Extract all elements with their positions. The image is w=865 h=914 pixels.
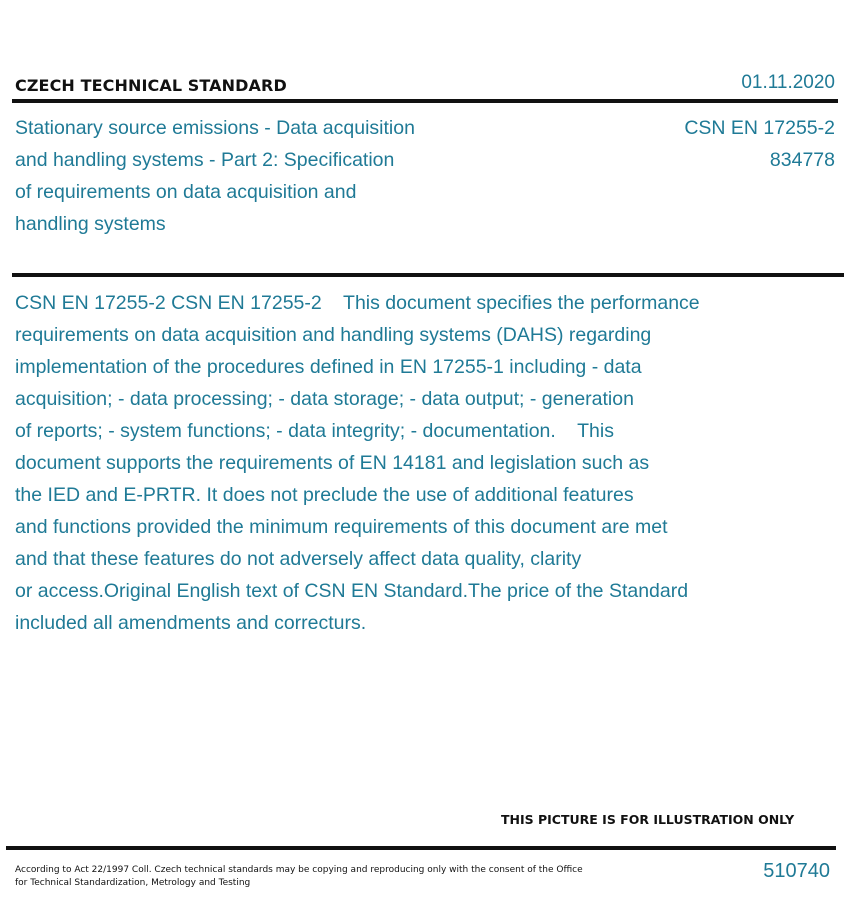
standard-type-label: CZECH TECHNICAL STANDARD (15, 76, 287, 95)
abstract-line: of reports; - system functions; - data integrity; - documentation. This (15, 420, 614, 442)
top-divider (12, 99, 838, 103)
abstract-line: included all amendments and correcturs. (15, 612, 367, 634)
illustration-disclaimer: THIS PICTURE IS FOR ILLUSTRATION ONLY (501, 812, 795, 827)
abstract-line: and functions provided the minimum requirements of this document are met (15, 516, 668, 538)
document-title (15, 112, 485, 240)
abstract-line: acquisition; - data processing; - data storage; - data output; - generation (15, 388, 634, 410)
title-line: Stationary source emissions - Data acquisition (15, 117, 415, 139)
copyright-line: for Technical Standardization, Metrology and Testing (15, 878, 251, 888)
bottom-divider (6, 846, 836, 850)
publication-date: 01.11.2020 (741, 72, 835, 93)
abstract-line: the IED and E-PRTR. It does not preclude the use of additional features (15, 484, 634, 506)
title-line: handling systems (15, 213, 166, 235)
middle-divider (12, 273, 844, 277)
title-line: of requirements on data acquisition and (15, 181, 357, 203)
standard-code: CSN EN 17255-2 (684, 117, 835, 139)
footer-code: 510740 (763, 860, 830, 882)
abstract-line: requirements on data acquisition and handling systems (DAHS) regarding (15, 324, 652, 346)
title-line: and handling systems - Part 2: Specification (15, 149, 395, 171)
abstract-line: or access.Original English text of CSN EN Standard.The price of the Standard (15, 580, 689, 602)
abstract-line: CSN EN 17255-2 CSN EN 17255-2 This document specifies the performance (15, 292, 700, 314)
abstract-line: document supports the requirements of EN 14181 and legislation such as (15, 452, 650, 474)
copyright-line: According to Act 22/1997 Coll. Czech technical standards may be copying and reproducing only with the consent of the Office (15, 865, 583, 875)
abstract-line: and that these features do not adversely affect data quality, clarity (15, 548, 582, 570)
document-abstract (15, 287, 700, 639)
copyright-notice (15, 864, 583, 890)
standard-identifiers (684, 112, 835, 176)
catalog-number: 834778 (769, 149, 835, 171)
abstract-line: implementation of the procedures defined in EN 17255-1 including - data (15, 356, 642, 378)
